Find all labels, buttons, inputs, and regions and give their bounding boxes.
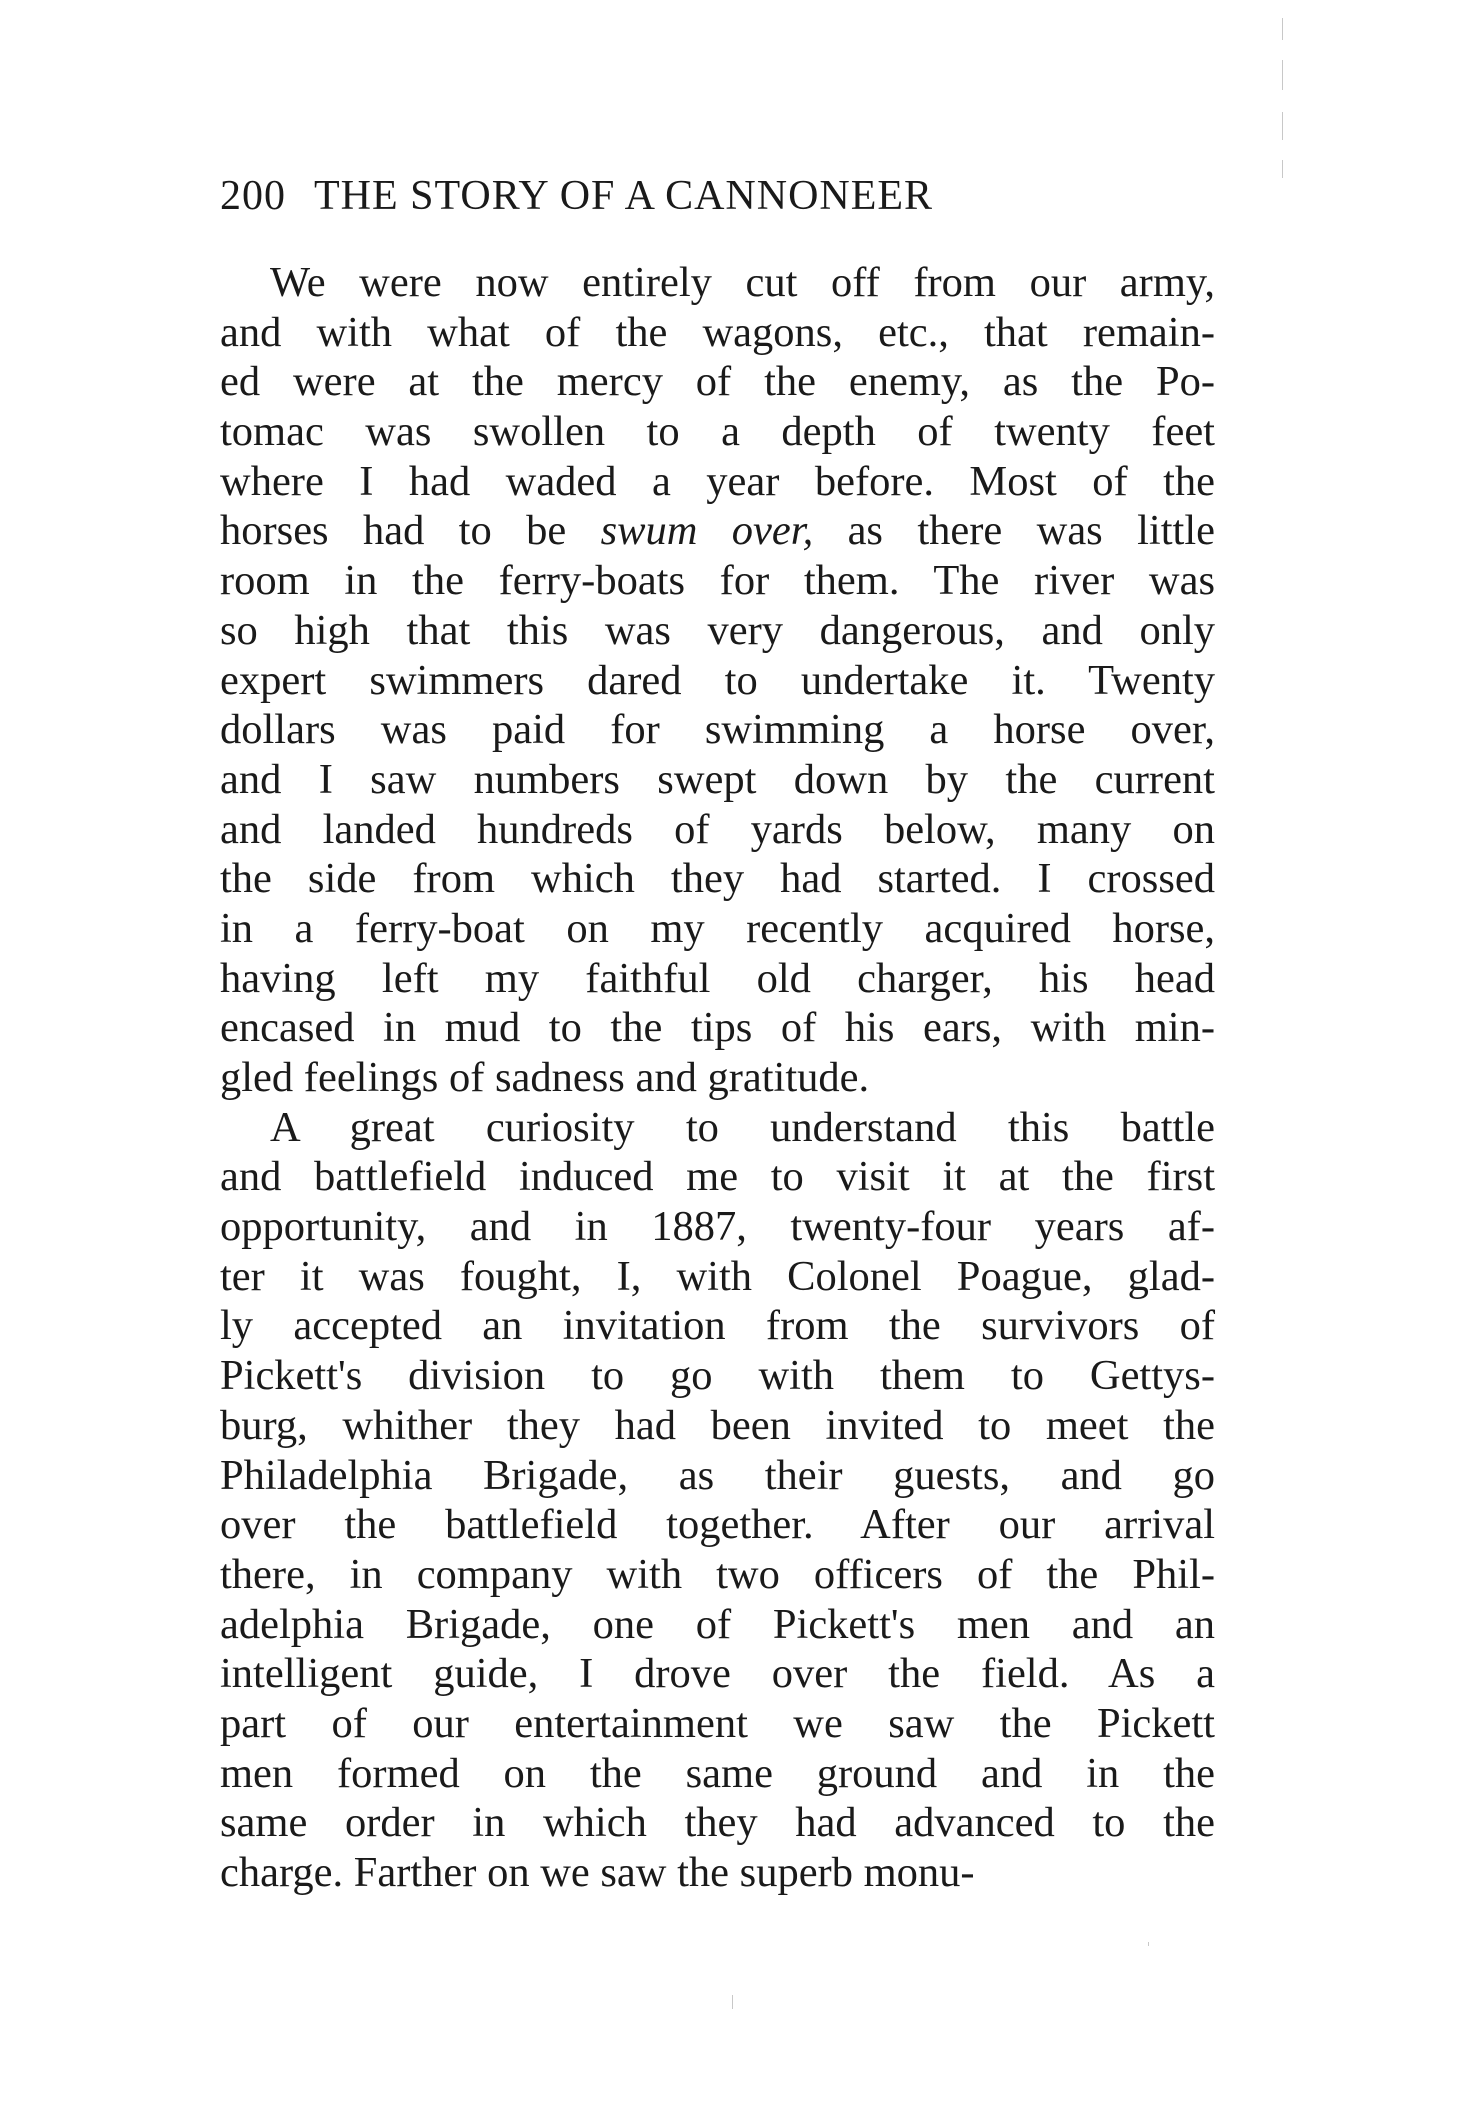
text-line: charge. Farther on we saw the superb monu- [220,1849,975,1896]
text-line: adelphia Brigade, one of Pickett's men and an [220,1600,1215,1648]
text-line: ed were at the mercy of the enemy, as the Po- [220,358,1215,406]
text-line: opportunity, and in 1887, twenty-four years af- [220,1203,1215,1251]
text-line: dollars was paid for swimming a horse over, [220,706,1215,754]
text-line: and I saw numbers swept down by the current [220,755,1215,803]
text-line: room in the ferry-boats for them. The river was [220,557,1215,605]
page-number: 200 [220,173,286,219]
text-line: ly accepted an invitation from the survivors of [220,1302,1215,1350]
text-line: and battlefield induced me to visit it at the first [220,1153,1215,1201]
text-line: having left my faithful old charger, his head [220,954,1215,1002]
text-line: A great curiosity to understand this battle [270,1103,1215,1151]
text-line: and landed hundreds of yards below, many on [220,805,1215,853]
text-line: the side from which they had started. I crossed [220,855,1215,903]
text-line: gled feelings of sadness and gratitude. [220,1054,870,1101]
text-line: intelligent guide, I drove over the field. As a [220,1650,1215,1698]
text-line: encased in mud to the tips of his ears, with min- [220,1004,1215,1052]
text-line: there, in company with two officers of the Phil- [220,1550,1215,1598]
italic-phrase: swum over, [600,507,814,555]
text-line: part of our entertainment we saw the Pickett [220,1699,1215,1747]
paragraph-2 [220,1103,1215,1898]
text-line: so high that this was very dangerous, and only [220,606,1215,654]
text-line: tomac was swollen to a depth of twenty feet [220,408,1215,456]
text-line: Pickett's division to go with them to Gettys- [220,1352,1215,1400]
running-head [220,170,1220,222]
text-line: in a ferry-boat on my recently acquired horse, [220,904,1215,952]
text-line: same order in which they had advanced to the [220,1799,1215,1847]
text-line: expert swimmers dared to undertake it. Twenty [220,656,1215,704]
body-text [220,258,1215,1898]
text-line: and with what of the wagons, etc., that remain- [220,308,1215,356]
running-title: THE STORY OF A CANNONEER [314,173,934,219]
text-line: over the battlefield together. After our arrival [220,1501,1215,1549]
text-line: where I had waded a year before. Most of the [220,457,1215,505]
text-line: burg, whither they had been invited to meet the [220,1401,1215,1449]
text-line: men formed on the same ground and in the [220,1749,1215,1797]
text-line: Philadelphia Brigade, as their guests, and go [220,1451,1215,1499]
text-line: horses had to be swum over, as there was little [220,507,1215,555]
text-line: We were now entirely cut off from our army, [270,259,1215,306]
text-line: ter it was fought, I, with Colonel Poague, glad- [220,1252,1215,1300]
paragraph-1 [220,258,1215,1103]
